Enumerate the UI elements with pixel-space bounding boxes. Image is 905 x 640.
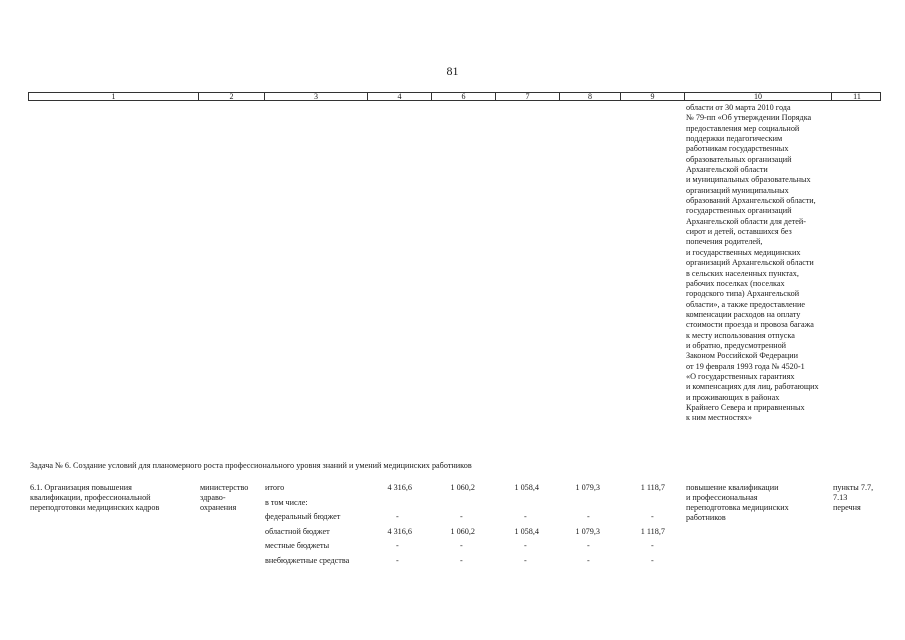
reference-line: пункты 7.7, — [833, 483, 874, 492]
value-cell: 1 060,2 — [450, 527, 475, 536]
text-line: государственных организаций — [686, 206, 792, 216]
funding-source-local: местные бюджеты — [265, 541, 330, 550]
result-line: переподготовка медицинских — [686, 503, 789, 512]
text-line: Крайнего Севера и приравненных — [686, 402, 805, 412]
executor-line: министерство — [200, 483, 249, 492]
page-number: 81 — [446, 64, 459, 78]
value-cell: 1 058,4 — [514, 527, 539, 536]
header-col-1: 1 — [111, 92, 116, 101]
value-cell: 1 118,7 — [640, 483, 665, 492]
text-line: Законом Российской Федерации — [686, 351, 799, 361]
measure-name-line: 6.1. Организация повышения — [30, 483, 132, 492]
text-line: образовательных организаций — [686, 154, 792, 164]
funding-source-including: в том числе: — [265, 498, 308, 507]
text-line: № 79-пп «Об утверждении Порядка — [686, 113, 812, 123]
header-col-8: 8 — [559, 93, 620, 100]
value-cell: 1 118,7 — [640, 527, 665, 536]
text-line: предоставления мер социальной — [686, 123, 800, 133]
measure-name-line: переподготовки медицинских кадров — [30, 503, 160, 512]
text-line: к месту использования отпуска — [686, 330, 795, 340]
header-col-11: 11 — [831, 93, 882, 100]
text-line: городского типа) Архангельской — [686, 289, 800, 299]
header-col-7: 7 — [495, 93, 559, 100]
executor-line: здраво- — [200, 493, 226, 502]
text-line: Архангельской области для детей- — [686, 216, 807, 226]
task-heading: Задача № 6. Создание условий для планомерного роста профессионального уровня знаний и умений медицинских работников — [30, 461, 472, 470]
text-line: и государственных медицинских — [686, 247, 801, 257]
value-cell: - — [587, 556, 590, 565]
value-cell: - — [396, 541, 399, 550]
table-header-row — [28, 92, 881, 101]
value-cell: 1 058,4 — [514, 483, 539, 492]
header-col-6: 6 — [431, 93, 495, 100]
value-cell: - — [460, 512, 463, 521]
text-line: образований Архангельской области, — [686, 196, 816, 206]
value-cell: - — [587, 541, 590, 550]
text-line: организаций Архангельской области — [686, 258, 814, 268]
text-line: к ним местностях» — [686, 413, 752, 423]
funding-source-extrabudgetary: внебюджетные средства — [265, 556, 350, 565]
header-col-10: 10 — [684, 93, 831, 100]
text-line: организаций муниципальных — [686, 185, 789, 195]
text-line: и обратно, предусмотренной — [686, 340, 787, 350]
text-line: области», а также предоставление — [686, 299, 806, 309]
text-line: работникам государственных — [686, 144, 789, 154]
result-line: повышение квалификации — [686, 483, 779, 492]
value-cell: - — [524, 556, 527, 565]
reference-line: 7.13 — [833, 493, 848, 502]
text-line: попечения родителей, — [686, 237, 763, 247]
executor-line: охранения — [200, 503, 237, 512]
result-line: работников — [686, 513, 726, 522]
funding-source-regional: областной бюджет — [265, 527, 330, 536]
text-line: рабочих поселках (поселках — [686, 278, 785, 288]
text-line: области от 30 марта 2010 года — [686, 103, 791, 112]
header-col-3: 3 — [264, 93, 367, 100]
value-cell: - — [651, 512, 654, 521]
value-cell: - — [651, 541, 654, 550]
text-line: и проживающих в районах — [686, 392, 780, 402]
text-line: сирот и детей, оставшихся без — [686, 227, 792, 237]
value-cell: 1 079,3 — [575, 483, 600, 492]
funding-source-federal: федеральный бюджет — [265, 512, 341, 521]
text-line: в сельских населенных пунктах, — [686, 268, 799, 278]
column10-continuation-text — [686, 103, 836, 424]
result-line: и профессиональная — [686, 493, 758, 502]
header-col-2: 2 — [198, 93, 264, 100]
value-cell: - — [524, 512, 527, 521]
text-line: стоимости проезда и провоза багажа — [686, 320, 814, 330]
value-cell: 1 079,3 — [575, 527, 600, 536]
funding-source-total: итого — [265, 483, 285, 492]
value-cell: - — [651, 556, 654, 565]
value-cell: - — [396, 512, 399, 521]
text-line: поддержки педагогическим — [686, 134, 783, 144]
measure-name-line: квалификации, профессиональной — [30, 493, 151, 502]
value-cell: - — [460, 556, 463, 565]
value-cell: 4 316,6 — [387, 527, 412, 536]
text-line: «О государственных гарантиях — [686, 371, 795, 381]
reference-line: перечня — [833, 503, 861, 512]
value-cell: 1 060,2 — [450, 483, 475, 492]
header-col-4: 4 — [367, 93, 431, 100]
value-cell: - — [587, 512, 590, 521]
text-line: Архангельской области — [686, 165, 768, 175]
value-cell: - — [524, 541, 527, 550]
text-line: и муниципальных образовательных — [686, 175, 811, 185]
header-col-9: 9 — [620, 93, 684, 100]
text-line: и компенсациях для лиц, работающих — [686, 382, 819, 392]
text-line: от 19 февраля 1993 года № 4520-1 — [686, 361, 805, 371]
text-line: компенсации расходов на оплату — [686, 309, 801, 319]
value-cell: - — [396, 556, 399, 565]
value-cell: - — [460, 541, 463, 550]
value-cell: 4 316,6 — [387, 483, 412, 492]
